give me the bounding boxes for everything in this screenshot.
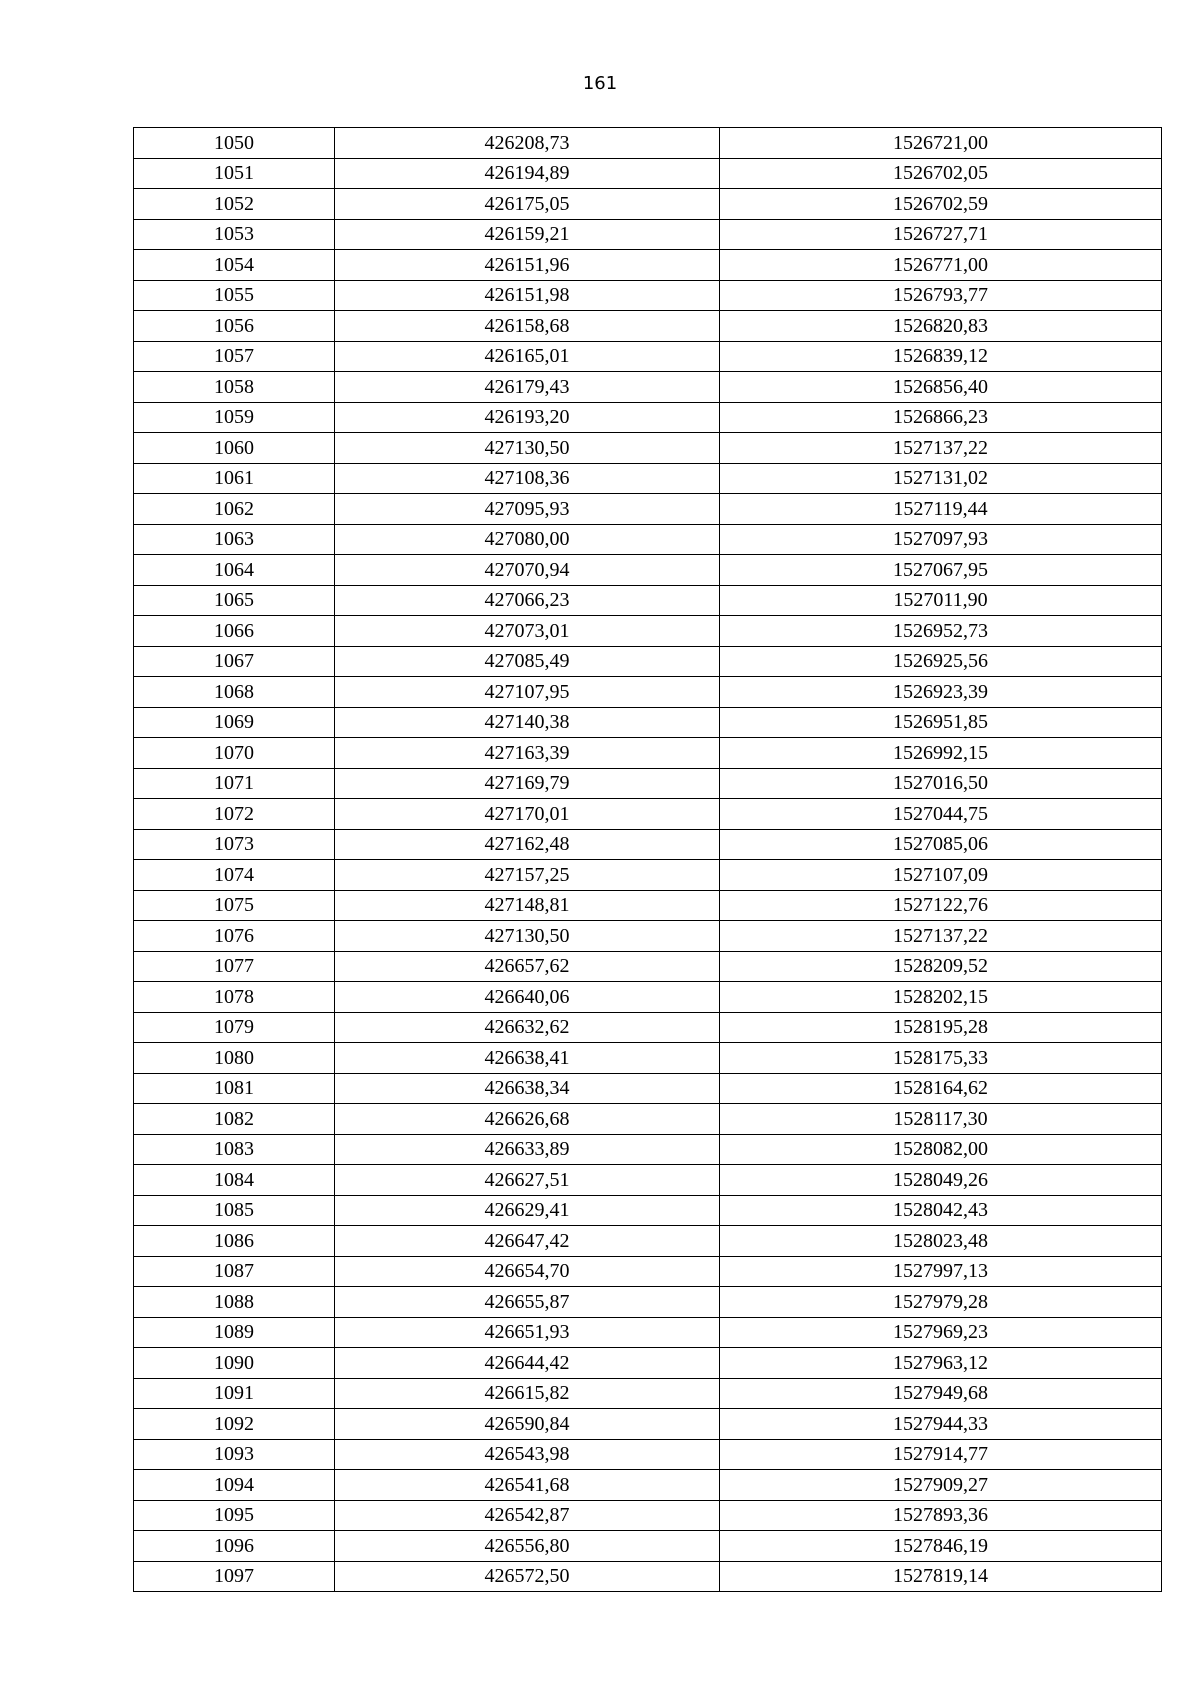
point-number-cell: 1095 xyxy=(134,1500,335,1531)
y-coordinate-cell: 1526952,73 xyxy=(720,616,1162,647)
x-coordinate-cell: 426151,98 xyxy=(335,280,720,311)
table-row xyxy=(134,829,1162,860)
point-number-cell: 1076 xyxy=(134,921,335,952)
x-coordinate-cell: 426175,05 xyxy=(335,189,720,220)
table-row xyxy=(134,1134,1162,1165)
y-coordinate-cell: 1527044,75 xyxy=(720,799,1162,830)
point-number-cell: 1071 xyxy=(134,768,335,799)
table-row xyxy=(134,1561,1162,1592)
x-coordinate-cell: 426165,01 xyxy=(335,341,720,372)
table-row xyxy=(134,1317,1162,1348)
point-number-cell: 1094 xyxy=(134,1470,335,1501)
x-coordinate-cell: 426647,42 xyxy=(335,1226,720,1257)
table-row xyxy=(134,1195,1162,1226)
table-row xyxy=(134,372,1162,403)
y-coordinate-cell: 1527016,50 xyxy=(720,768,1162,799)
x-coordinate-cell: 426633,89 xyxy=(335,1134,720,1165)
point-number-cell: 1059 xyxy=(134,402,335,433)
y-coordinate-cell: 1528209,52 xyxy=(720,951,1162,982)
table-row xyxy=(134,1378,1162,1409)
point-number-cell: 1070 xyxy=(134,738,335,769)
x-coordinate-cell: 427080,00 xyxy=(335,524,720,555)
y-coordinate-cell: 1527131,02 xyxy=(720,463,1162,494)
point-number-cell: 1084 xyxy=(134,1165,335,1196)
x-coordinate-cell: 426194,89 xyxy=(335,158,720,189)
point-number-cell: 1090 xyxy=(134,1348,335,1379)
point-number-cell: 1055 xyxy=(134,280,335,311)
x-coordinate-cell: 426541,68 xyxy=(335,1470,720,1501)
table-row xyxy=(134,1226,1162,1257)
y-coordinate-cell: 1527949,68 xyxy=(720,1378,1162,1409)
point-number-cell: 1078 xyxy=(134,982,335,1013)
x-coordinate-cell: 426158,68 xyxy=(335,311,720,342)
y-coordinate-cell: 1528042,43 xyxy=(720,1195,1162,1226)
y-coordinate-cell: 1527122,76 xyxy=(720,890,1162,921)
point-number-cell: 1069 xyxy=(134,707,335,738)
point-number-cell: 1068 xyxy=(134,677,335,708)
point-number-cell: 1051 xyxy=(134,158,335,189)
x-coordinate-cell: 427170,01 xyxy=(335,799,720,830)
point-number-cell: 1081 xyxy=(134,1073,335,1104)
table-row xyxy=(134,189,1162,220)
point-number-cell: 1086 xyxy=(134,1226,335,1257)
table-row xyxy=(134,1073,1162,1104)
table-row xyxy=(134,128,1162,159)
y-coordinate-cell: 1527119,44 xyxy=(720,494,1162,525)
table-row xyxy=(134,616,1162,647)
y-coordinate-cell: 1527969,23 xyxy=(720,1317,1162,1348)
point-number-cell: 1073 xyxy=(134,829,335,860)
y-coordinate-cell: 1527097,93 xyxy=(720,524,1162,555)
table-row xyxy=(134,1165,1162,1196)
x-coordinate-cell: 426638,41 xyxy=(335,1043,720,1074)
point-number-cell: 1066 xyxy=(134,616,335,647)
y-coordinate-cell: 1528023,48 xyxy=(720,1226,1162,1257)
y-coordinate-cell: 1528202,15 xyxy=(720,982,1162,1013)
x-coordinate-cell: 427162,48 xyxy=(335,829,720,860)
y-coordinate-cell: 1526839,12 xyxy=(720,341,1162,372)
table-row xyxy=(134,1256,1162,1287)
y-coordinate-cell: 1527137,22 xyxy=(720,433,1162,464)
x-coordinate-cell: 427108,36 xyxy=(335,463,720,494)
table-row xyxy=(134,433,1162,464)
point-number-cell: 1050 xyxy=(134,128,335,159)
y-coordinate-cell: 1527011,90 xyxy=(720,585,1162,616)
point-number-cell: 1061 xyxy=(134,463,335,494)
table-row xyxy=(134,1012,1162,1043)
table-row xyxy=(134,707,1162,738)
x-coordinate-cell: 426640,06 xyxy=(335,982,720,1013)
x-coordinate-cell: 426615,82 xyxy=(335,1378,720,1409)
table-row xyxy=(134,585,1162,616)
y-coordinate-cell: 1526951,85 xyxy=(720,707,1162,738)
table-row xyxy=(134,1439,1162,1470)
point-number-cell: 1082 xyxy=(134,1104,335,1135)
table-row xyxy=(134,646,1162,677)
point-number-cell: 1052 xyxy=(134,189,335,220)
point-number-cell: 1060 xyxy=(134,433,335,464)
table-row xyxy=(134,1500,1162,1531)
y-coordinate-cell: 1527979,28 xyxy=(720,1287,1162,1318)
table-row xyxy=(134,1409,1162,1440)
page-number: 161 xyxy=(582,73,618,94)
y-coordinate-cell: 1527137,22 xyxy=(720,921,1162,952)
x-coordinate-cell: 427130,50 xyxy=(335,921,720,952)
y-coordinate-cell: 1526856,40 xyxy=(720,372,1162,403)
point-number-cell: 1085 xyxy=(134,1195,335,1226)
y-coordinate-cell: 1528082,00 xyxy=(720,1134,1162,1165)
y-coordinate-cell: 1527909,27 xyxy=(720,1470,1162,1501)
y-coordinate-cell: 1526727,71 xyxy=(720,219,1162,250)
x-coordinate-cell: 427163,39 xyxy=(335,738,720,769)
y-coordinate-cell: 1527893,36 xyxy=(720,1500,1162,1531)
x-coordinate-cell: 427073,01 xyxy=(335,616,720,647)
x-coordinate-cell: 427169,79 xyxy=(335,768,720,799)
point-number-cell: 1083 xyxy=(134,1134,335,1165)
x-coordinate-cell: 426632,62 xyxy=(335,1012,720,1043)
point-number-cell: 1097 xyxy=(134,1561,335,1592)
y-coordinate-cell: 1526793,77 xyxy=(720,280,1162,311)
x-coordinate-cell: 426151,96 xyxy=(335,250,720,281)
table-row xyxy=(134,402,1162,433)
table-row xyxy=(134,494,1162,525)
y-coordinate-cell: 1526925,56 xyxy=(720,646,1162,677)
y-coordinate-cell: 1527963,12 xyxy=(720,1348,1162,1379)
y-coordinate-cell: 1527819,14 xyxy=(720,1561,1162,1592)
x-coordinate-cell: 427085,49 xyxy=(335,646,720,677)
y-coordinate-cell: 1527085,06 xyxy=(720,829,1162,860)
y-coordinate-cell: 1526771,00 xyxy=(720,250,1162,281)
table-row xyxy=(134,555,1162,586)
y-coordinate-cell: 1526992,15 xyxy=(720,738,1162,769)
point-number-cell: 1065 xyxy=(134,585,335,616)
x-coordinate-cell: 427148,81 xyxy=(335,890,720,921)
table-row xyxy=(134,738,1162,769)
point-number-cell: 1089 xyxy=(134,1317,335,1348)
point-number-cell: 1093 xyxy=(134,1439,335,1470)
x-coordinate-cell: 426159,21 xyxy=(335,219,720,250)
y-coordinate-cell: 1527107,09 xyxy=(720,860,1162,891)
table-row xyxy=(134,677,1162,708)
point-number-cell: 1091 xyxy=(134,1378,335,1409)
table-row xyxy=(134,1287,1162,1318)
y-coordinate-cell: 1527914,77 xyxy=(720,1439,1162,1470)
point-number-cell: 1087 xyxy=(134,1256,335,1287)
table-row xyxy=(134,860,1162,891)
point-number-cell: 1075 xyxy=(134,890,335,921)
table-row xyxy=(134,768,1162,799)
x-coordinate-cell: 427130,50 xyxy=(335,433,720,464)
point-number-cell: 1072 xyxy=(134,799,335,830)
point-number-cell: 1074 xyxy=(134,860,335,891)
x-coordinate-cell: 426655,87 xyxy=(335,1287,720,1318)
y-coordinate-cell: 1528164,62 xyxy=(720,1073,1162,1104)
y-coordinate-cell: 1528175,33 xyxy=(720,1043,1162,1074)
point-number-cell: 1077 xyxy=(134,951,335,982)
coordinates-table-body xyxy=(134,128,1162,1592)
table-row xyxy=(134,280,1162,311)
y-coordinate-cell: 1528049,26 xyxy=(720,1165,1162,1196)
x-coordinate-cell: 426542,87 xyxy=(335,1500,720,1531)
point-number-cell: 1088 xyxy=(134,1287,335,1318)
point-number-cell: 1064 xyxy=(134,555,335,586)
y-coordinate-cell: 1526923,39 xyxy=(720,677,1162,708)
table-row xyxy=(134,463,1162,494)
y-coordinate-cell: 1527067,95 xyxy=(720,555,1162,586)
coordinates-table xyxy=(133,127,1162,1592)
point-number-cell: 1096 xyxy=(134,1531,335,1562)
x-coordinate-cell: 426627,51 xyxy=(335,1165,720,1196)
x-coordinate-cell: 427157,25 xyxy=(335,860,720,891)
table-row xyxy=(134,311,1162,342)
x-coordinate-cell: 427095,93 xyxy=(335,494,720,525)
point-number-cell: 1054 xyxy=(134,250,335,281)
table-row xyxy=(134,1104,1162,1135)
point-number-cell: 1080 xyxy=(134,1043,335,1074)
point-number-cell: 1092 xyxy=(134,1409,335,1440)
point-number-cell: 1079 xyxy=(134,1012,335,1043)
x-coordinate-cell: 426651,93 xyxy=(335,1317,720,1348)
table-row xyxy=(134,250,1162,281)
y-coordinate-cell: 1527846,19 xyxy=(720,1531,1162,1562)
table-row xyxy=(134,1470,1162,1501)
point-number-cell: 1056 xyxy=(134,311,335,342)
table-row xyxy=(134,158,1162,189)
x-coordinate-cell: 426654,70 xyxy=(335,1256,720,1287)
x-coordinate-cell: 426638,34 xyxy=(335,1073,720,1104)
y-coordinate-cell: 1526702,05 xyxy=(720,158,1162,189)
y-coordinate-cell: 1528195,28 xyxy=(720,1012,1162,1043)
y-coordinate-cell: 1527944,33 xyxy=(720,1409,1162,1440)
x-coordinate-cell: 427070,94 xyxy=(335,555,720,586)
table-row xyxy=(134,1531,1162,1562)
table-row xyxy=(134,1348,1162,1379)
x-coordinate-cell: 426590,84 xyxy=(335,1409,720,1440)
x-coordinate-cell: 427140,38 xyxy=(335,707,720,738)
point-number-cell: 1067 xyxy=(134,646,335,677)
table-row xyxy=(134,982,1162,1013)
table-row xyxy=(134,1043,1162,1074)
x-coordinate-cell: 426543,98 xyxy=(335,1439,720,1470)
point-number-cell: 1053 xyxy=(134,219,335,250)
table-row xyxy=(134,890,1162,921)
point-number-cell: 1062 xyxy=(134,494,335,525)
y-coordinate-cell: 1526721,00 xyxy=(720,128,1162,159)
x-coordinate-cell: 426626,68 xyxy=(335,1104,720,1135)
table-row xyxy=(134,799,1162,830)
table-row xyxy=(134,341,1162,372)
x-coordinate-cell: 426556,80 xyxy=(335,1531,720,1562)
table-row xyxy=(134,921,1162,952)
table-row xyxy=(134,219,1162,250)
x-coordinate-cell: 426208,73 xyxy=(335,128,720,159)
y-coordinate-cell: 1528117,30 xyxy=(720,1104,1162,1135)
x-coordinate-cell: 426179,43 xyxy=(335,372,720,403)
y-coordinate-cell: 1526820,83 xyxy=(720,311,1162,342)
x-coordinate-cell: 426629,41 xyxy=(335,1195,720,1226)
y-coordinate-cell: 1527997,13 xyxy=(720,1256,1162,1287)
point-number-cell: 1058 xyxy=(134,372,335,403)
y-coordinate-cell: 1526866,23 xyxy=(720,402,1162,433)
x-coordinate-cell: 427066,23 xyxy=(335,585,720,616)
x-coordinate-cell: 427107,95 xyxy=(335,677,720,708)
x-coordinate-cell: 426572,50 xyxy=(335,1561,720,1592)
table-row xyxy=(134,524,1162,555)
x-coordinate-cell: 426644,42 xyxy=(335,1348,720,1379)
x-coordinate-cell: 426193,20 xyxy=(335,402,720,433)
table-row xyxy=(134,951,1162,982)
point-number-cell: 1057 xyxy=(134,341,335,372)
point-number-cell: 1063 xyxy=(134,524,335,555)
x-coordinate-cell: 426657,62 xyxy=(335,951,720,982)
y-coordinate-cell: 1526702,59 xyxy=(720,189,1162,220)
